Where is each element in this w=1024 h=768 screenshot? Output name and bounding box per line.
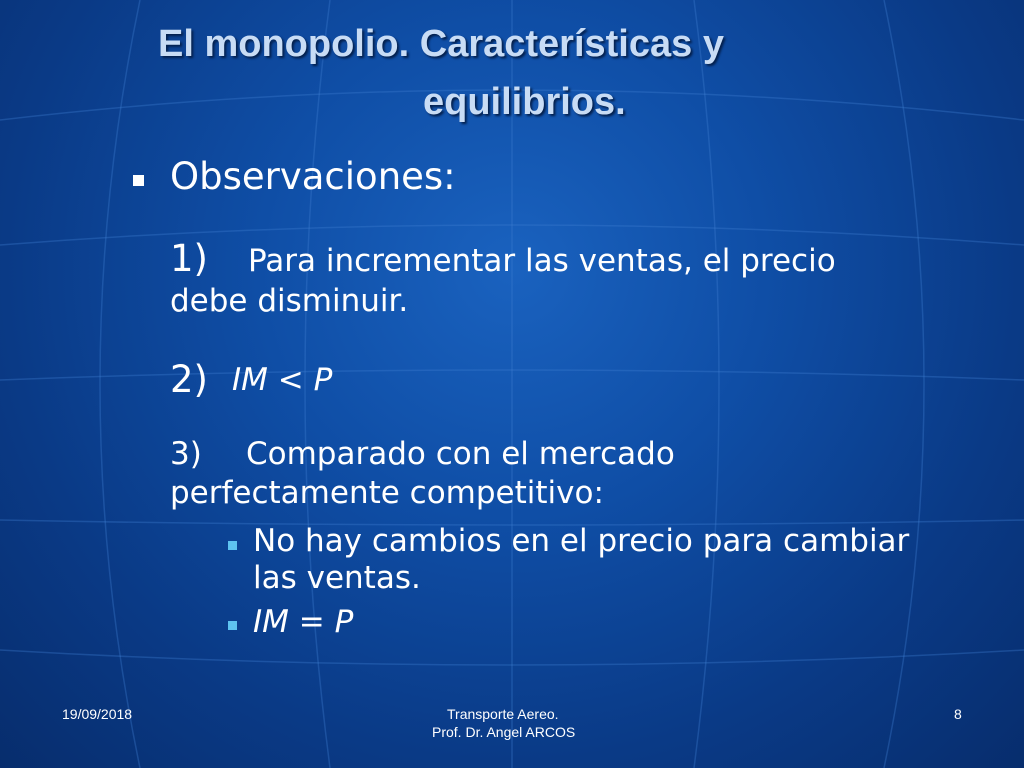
footer-date: 19/09/2018 xyxy=(62,706,133,722)
sub-bullet-1-line-1: No hay cambios en el precio para cambiar xyxy=(253,523,910,559)
sub-bullet-1-line-2: las ventas. xyxy=(253,560,421,596)
footer-page-number: 8 xyxy=(954,706,962,722)
item-1-number: 1) xyxy=(170,237,208,280)
footer-center-line-1: Transporte Aereo. xyxy=(447,706,559,722)
item-3-number: 3) xyxy=(170,436,202,472)
observations-heading: Observaciones: xyxy=(170,155,456,198)
bullet-square-icon xyxy=(133,175,144,186)
sub-bullet-2-expression: IM = P xyxy=(253,604,354,640)
item-1-text-cont: debe disminuir. xyxy=(170,283,409,319)
title-line-1: El monopolio. Características y xyxy=(158,23,724,65)
footer-center-line-2: Prof. Dr. Angel ARCOS xyxy=(432,724,576,740)
item-2-number: 2) xyxy=(170,358,208,401)
item-3-text-cont: perfectamente competitivo: xyxy=(170,475,604,511)
title-line-2: equilibrios. xyxy=(423,81,626,123)
sub-bullet-icon xyxy=(228,541,237,550)
item-2-expression: IM < P xyxy=(232,362,333,398)
item-3-text: Comparado con el mercado xyxy=(246,436,675,472)
sub-bullet-icon xyxy=(228,621,237,630)
item-1-text: Para incrementar las ventas, el precio xyxy=(248,243,836,279)
